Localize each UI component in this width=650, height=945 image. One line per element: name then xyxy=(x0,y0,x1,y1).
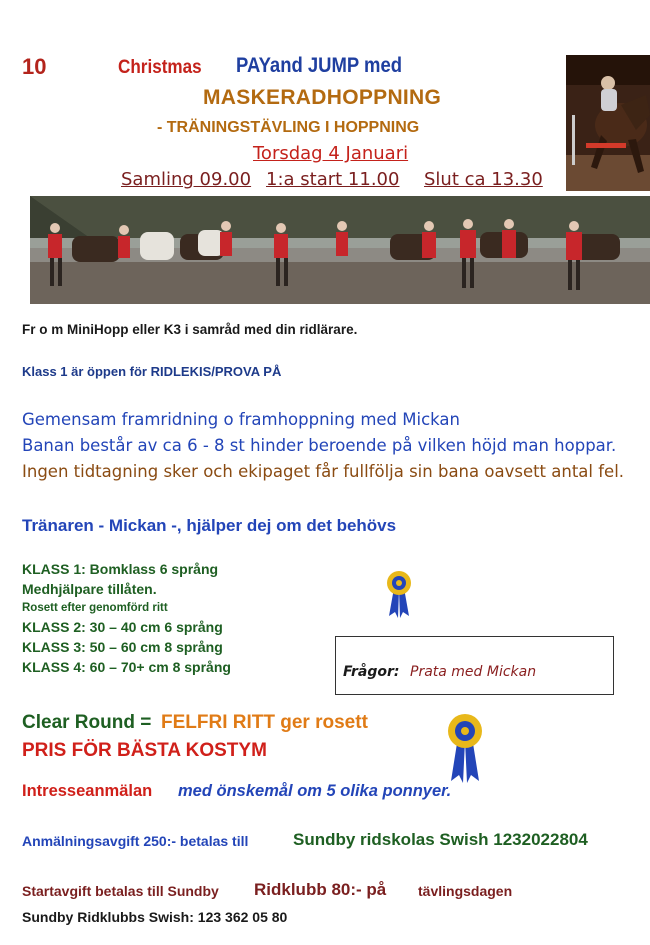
clear-round-label: Clear Round = xyxy=(22,712,152,733)
questions-text: Prata med Mickan xyxy=(410,664,537,680)
event-date: Torsdag 4 Januari xyxy=(253,143,409,164)
class-4: KLASS 4: 60 – 70+ cm 8 språng xyxy=(22,659,231,675)
event-subtitle: - TRÄNINGSTÄVLING I HOPPNING xyxy=(157,119,420,136)
class-3: KLASS 3: 50 – 60 cm 8 språng xyxy=(22,639,223,655)
class1-open-text: Klass 1 är öppen för RIDLEKIS/PROVA PÅ xyxy=(22,364,282,379)
course-text: Banan består av ca 6 - 8 st hinder beroende på vilken höjd man hoppar. xyxy=(22,436,617,455)
title-christmas: Christmas xyxy=(118,57,202,78)
rosette-large-icon xyxy=(445,713,485,785)
interest-label: Intresseanmälan xyxy=(22,782,153,800)
class-1-helper: Medhjälpare tillåten. xyxy=(22,581,157,597)
class-2: KLASS 2: 30 – 40 cm 6 språng xyxy=(22,619,223,635)
fee-swish: Sundby ridskolas Swish 1232022804 xyxy=(293,830,588,849)
start-fee-club: Ridklubb 80:- på xyxy=(254,880,387,899)
eligibility-text: Fr o m MiniHopp eller K3 i samråd med din ridlärare. xyxy=(22,322,358,337)
time-end: Slut ca 13.30 xyxy=(424,169,543,190)
class-1: KLASS 1: Bomklass 6 språng xyxy=(22,561,219,577)
rider-photo xyxy=(566,55,650,191)
fee-label: Anmälningsavgift 250:- betalas till xyxy=(22,833,249,849)
club-swish: Sundby Ridklubbs Swish: 123 362 05 80 xyxy=(22,909,288,925)
warmup-text: Gemensam framridning o framhoppning med Mickan xyxy=(22,410,460,429)
event-number: 10 xyxy=(22,54,47,79)
costume-prize: PRIS FÖR BÄSTA KOSTYM xyxy=(22,740,267,761)
event-title: MASKERADHOPPNING xyxy=(203,86,442,109)
interest-wish: med önskemål om 5 olika ponnyer. xyxy=(178,782,452,800)
time-samling: Samling 09.00 xyxy=(121,169,252,190)
start-fee-label: Startavgift betalas till Sundby xyxy=(22,883,219,899)
no-timing-text: Ingen tidtagning sker och ekipaget får fullfölja sin bana oavsett antal fel. xyxy=(22,462,625,481)
questions-label: Frågor: xyxy=(343,664,400,680)
time-first-start: 1:a start 11.00 xyxy=(266,169,400,190)
title-pay-and-jump: PAYand JUMP med xyxy=(236,54,403,77)
group-photo xyxy=(30,196,650,304)
trainer-text: Tränaren - Mickan -, hjälper dej om det behövs xyxy=(22,516,397,535)
rosette-icon xyxy=(384,570,414,620)
start-fee-day: tävlingsdagen xyxy=(418,883,513,899)
clear-round-prize: FELFRI RITT ger rosett xyxy=(161,712,368,733)
class-1-rosette: Rosett efter genomförd ritt xyxy=(22,602,168,614)
